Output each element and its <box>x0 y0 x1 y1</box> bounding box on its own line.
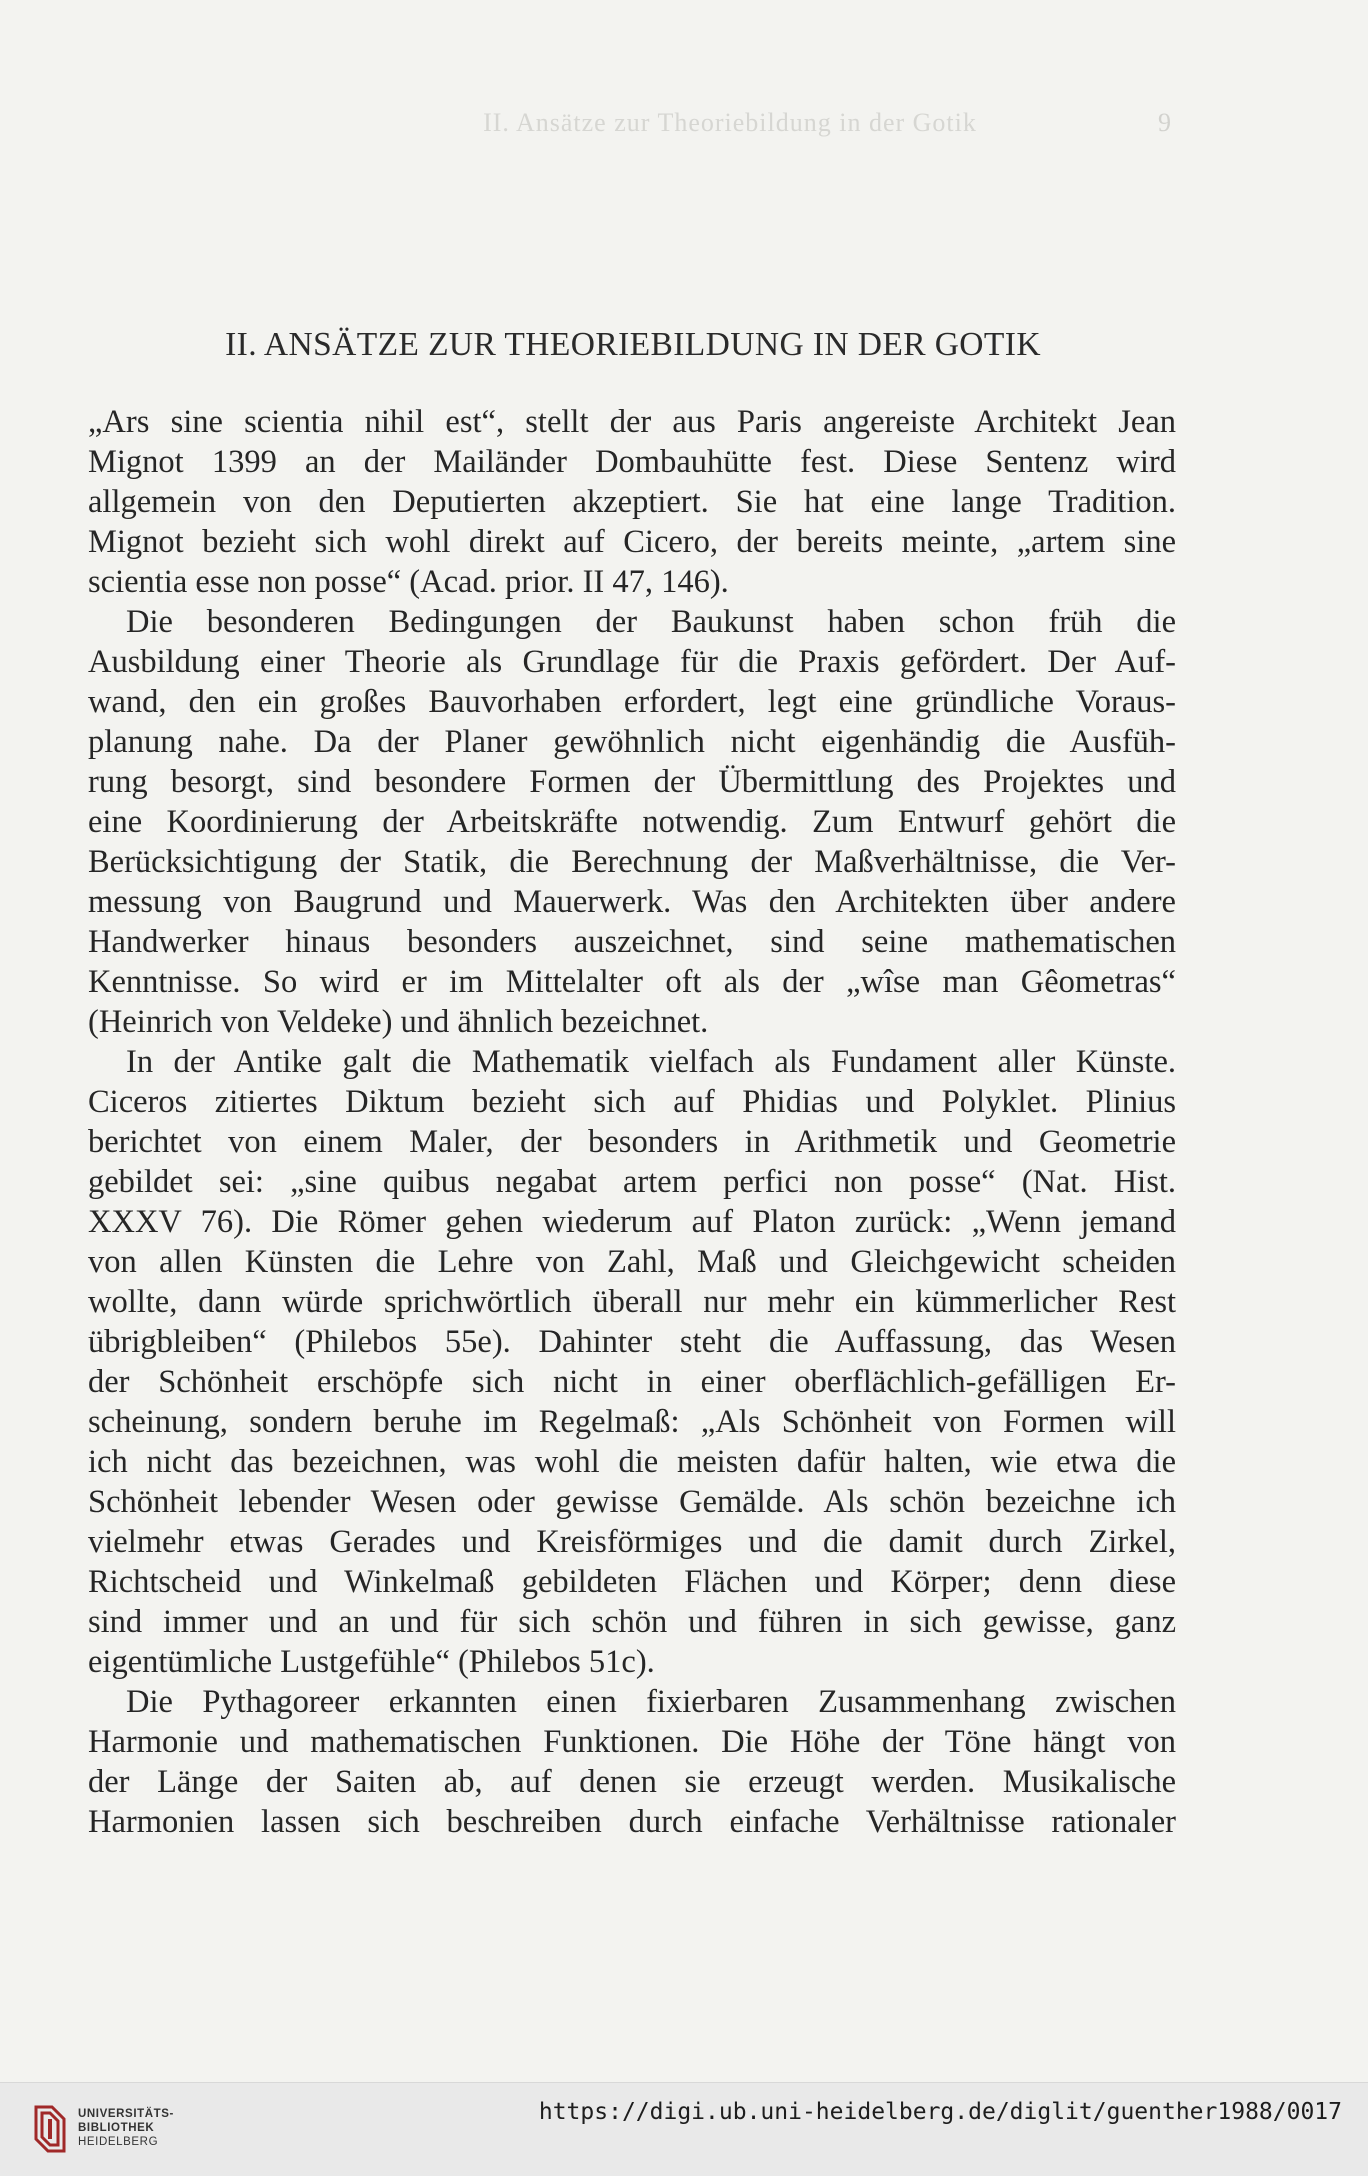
library-name-line1: UNIVERSITÄTS- <box>78 2108 174 2120</box>
chapter-heading: II. ANSÄTZE ZUR THEORIEBILDUNG IN DER GOTIK <box>225 326 1041 363</box>
text-line: vielmehr etwas Gerades und Kreisförmiges und die damit durch Zirkel, <box>88 1524 1176 1560</box>
text-line: eigentümliche Lustgefühle“ (Philebos 51c). <box>88 1644 655 1680</box>
text-line: Mignot bezieht sich wohl direkt auf Cicero, der bereits meinte, „artem sine <box>88 524 1176 560</box>
text-line: Ausbildung einer Theorie als Grundlage für die Praxis gefördert. Der Auf- <box>88 644 1176 680</box>
body-text <box>88 402 1176 1842</box>
text-line: Handwerker hinaus besonders auszeichnet, sind seine mathematischen <box>88 924 1176 960</box>
text-line: scientia esse non posse“ (Acad. prior. II 47, 146). <box>88 564 729 600</box>
text-line: Harmonie und mathematischen Funktionen. Die Höhe der Töne hängt von <box>88 1724 1176 1760</box>
text-line: Ciceros zitiertes Diktum bezieht sich auf Phidias und Polyklet. Plinius <box>88 1084 1176 1120</box>
text-line: Die Pythagoreer erkannten einen fixierbaren Zusammenhang zwischen <box>126 1684 1176 1720</box>
library-name-line2: BIBLIOTHEK <box>78 2122 155 2134</box>
text-line: gebildet sei: „sine quibus negabat artem perfici non posse“ (Nat. Hist. <box>88 1164 1176 1200</box>
text-line: Berücksichtigung der Statik, die Berechnung der Maßverhältnisse, die Ver- <box>88 844 1176 880</box>
text-line: sind immer und an und für sich schön und führen in sich gewisse, ganz <box>88 1604 1176 1640</box>
text-line: messung von Baugrund und Mauerwerk. Was den Architekten über andere <box>88 884 1176 920</box>
text-line: „Ars sine scientia nihil est“, stellt der aus Paris angereiste Architekt Jean <box>88 404 1176 440</box>
heidelberg-library-logo-icon <box>30 2103 70 2155</box>
text-line: Kenntnisse. So wird er im Mittelalter oft als der „wîse man Gêometras“ <box>88 964 1176 1000</box>
text-line: von allen Künsten die Lehre von Zahl, Maß und Gleichgewicht scheiden <box>88 1244 1176 1280</box>
text-line: rung besorgt, sind besondere Formen der Übermittlung des Projektes und <box>88 764 1176 800</box>
text-line: allgemein von den Deputierten akzeptiert. Sie hat eine lange Tradition. <box>88 484 1176 520</box>
text-line: Harmonien lassen sich beschreiben durch einfache Verhältnisse rationaler <box>88 1804 1176 1840</box>
text-line: planung nahe. Da der Planer gewöhnlich nicht eigenhändig die Ausfüh- <box>88 724 1176 760</box>
text-line: Richtscheid und Winkelmaß gebildeten Flächen und Körper; denn diese <box>88 1564 1176 1600</box>
permalink-url[interactable]: https://digi.ub.uni-heidelberg.de/diglit/guenther1988/0017 <box>538 2099 1342 2125</box>
text-line: berichtet von einem Maler, der besonders in Arithmetik und Geometrie <box>88 1124 1176 1160</box>
text-line: XXXV 76). Die Römer gehen wiederum auf Platon zurück: „Wenn jemand <box>88 1204 1176 1240</box>
text-line: wollte, dann würde sprichwörtlich überall nur mehr ein kümmerlicher Rest <box>88 1284 1176 1320</box>
text-line: Die besonderen Bedingungen der Baukunst haben schon früh die <box>126 604 1176 640</box>
running-head: II. Ansätze zur Theoriebildung in der Gotik <box>483 108 977 137</box>
text-line: eine Koordinierung der Arbeitskräfte notwendig. Zum Entwurf gehört die <box>88 804 1176 840</box>
text-line: (Heinrich von Veldeke) und ähnlich bezeichnet. <box>88 1004 709 1040</box>
text-line: scheinung, sondern beruhe im Regelmaß: „Als Schönheit von Formen will <box>88 1404 1176 1440</box>
text-line: der Schönheit erschöpfe sich nicht in einer oberflächlich-gefälligen Er- <box>88 1364 1176 1400</box>
library-name <box>78 2107 174 2149</box>
library-name-line3: HEIDELBERG <box>78 2136 159 2148</box>
text-line: ich nicht das bezeichnen, was wohl die meisten dafür halten, wie etwa die <box>88 1444 1176 1480</box>
text-line: In der Antike galt die Mathematik vielfach als Fundament aller Künste. <box>126 1044 1176 1080</box>
text-line: Mignot 1399 an der Mailänder Dombauhütte fest. Diese Sentenz wird <box>88 444 1176 480</box>
text-line: Schönheit lebender Wesen oder gewisse Gemälde. Als schön bezeichne ich <box>88 1484 1176 1520</box>
text-line: der Länge der Saiten ab, auf denen sie erzeugt werden. Musikalische <box>88 1764 1176 1800</box>
text-line: übrigbleiben“ (Philebos 55e). Dahinter steht die Auffassung, das Wesen <box>88 1324 1176 1360</box>
footer-bar <box>0 2082 1368 2176</box>
text-line: wand, den ein großes Bauvorhaben erfordert, legt eine gründliche Voraus- <box>88 684 1176 720</box>
page-number: 9 <box>1158 108 1171 137</box>
